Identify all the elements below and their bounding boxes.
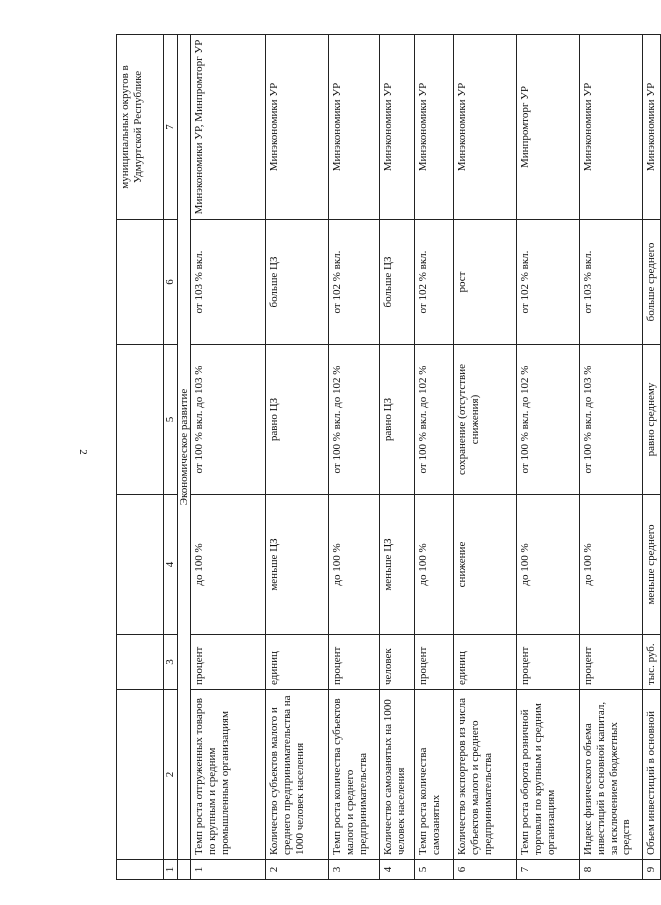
low-criterion: меньше ЦЗ bbox=[380, 495, 415, 635]
low-criterion: до 100 % bbox=[191, 495, 266, 635]
column-number: 2 bbox=[164, 690, 178, 860]
mid-criterion: сохранение (отсутствие снижения) bbox=[454, 345, 517, 495]
unit: процент bbox=[415, 635, 454, 690]
mid-criterion: равно ЦЗ bbox=[266, 345, 329, 495]
responsible-body: Минэкономики УР, Минпромторг УР bbox=[191, 35, 266, 220]
unit: процент bbox=[329, 635, 380, 690]
row-number: 8 bbox=[580, 860, 643, 880]
low-criterion: меньше среднего bbox=[643, 495, 661, 635]
section-title: Экономическое развитие bbox=[177, 35, 191, 860]
row-number: 2 bbox=[266, 860, 329, 880]
table-row bbox=[380, 35, 415, 880]
column-number: 5 bbox=[164, 345, 178, 495]
column-number: 3 bbox=[164, 635, 178, 690]
row-number: 3 bbox=[329, 860, 380, 880]
rotated-table-container bbox=[116, 35, 658, 880]
table-row bbox=[329, 35, 380, 880]
unit: единиц bbox=[266, 635, 329, 690]
header-continuation-row bbox=[117, 35, 164, 880]
indicator-name: Темп роста отгруженных товаров по крупным и средним промышленным организациям bbox=[191, 690, 266, 860]
indicator-name: Количество субъектов малого и среднего предпринимательства на 1000 человек населения bbox=[266, 690, 329, 860]
low-criterion: до 100 % bbox=[517, 495, 580, 635]
responsible-body: Минэкономики УР bbox=[415, 35, 454, 220]
indicator-name: Индекс физического объема инвестиций в основной капитал, за исключением бюджетных средств bbox=[580, 690, 643, 860]
row-number: 6 bbox=[454, 860, 517, 880]
high-criterion: от 102 % вкл. bbox=[329, 220, 380, 345]
row-number: 4 bbox=[380, 860, 415, 880]
high-criterion: рост bbox=[454, 220, 517, 345]
table-row bbox=[191, 35, 266, 880]
high-criterion: от 102 % вкл. bbox=[415, 220, 454, 345]
mid-criterion: от 100 % вкл. до 102 % bbox=[329, 345, 380, 495]
high-criterion: от 103 % вкл. bbox=[191, 220, 266, 345]
unit: процент bbox=[580, 635, 643, 690]
row-number: 1 bbox=[191, 860, 266, 880]
low-criterion: до 100 % bbox=[415, 495, 454, 635]
mid-criterion: от 100 % вкл. до 103 % bbox=[191, 345, 266, 495]
high-criterion: больше среднего bbox=[643, 220, 661, 345]
unit: человек bbox=[380, 635, 415, 690]
indicator-name: Количество самозанятых на 1000 человек населения bbox=[380, 690, 415, 860]
page-number: 2 bbox=[76, 449, 89, 455]
high-criterion: от 103 % вкл. bbox=[580, 220, 643, 345]
responsible-body: Минэкономики УР bbox=[643, 35, 661, 220]
unit: тыс. руб. bbox=[643, 635, 661, 690]
responsible-body: Минэкономики УР bbox=[580, 35, 643, 220]
high-criterion: от 102 % вкл. bbox=[517, 220, 580, 345]
high-criterion: больше ЦЗ bbox=[266, 220, 329, 345]
low-criterion: меньше ЦЗ bbox=[266, 495, 329, 635]
column-number: 6 bbox=[164, 220, 178, 345]
responsible-body: Минэкономики УР bbox=[329, 35, 380, 220]
mid-criterion: от 100 % вкл. до 102 % bbox=[517, 345, 580, 495]
unit: процент bbox=[191, 635, 266, 690]
row-number: 9 bbox=[643, 860, 661, 880]
low-criterion: до 100 % bbox=[580, 495, 643, 635]
table-row bbox=[415, 35, 454, 880]
table-row bbox=[454, 35, 517, 880]
indicator-name: Темп роста количества субъектов малого и среднего предпринимательства bbox=[329, 690, 380, 860]
indicator-name: Количество экспортеров из числа субъектов малого и среднего предпринимательства bbox=[454, 690, 517, 860]
row-number: 5 bbox=[415, 860, 454, 880]
mid-criterion: равно ЦЗ bbox=[380, 345, 415, 495]
table-row bbox=[517, 35, 580, 880]
mid-criterion: равно среднему bbox=[643, 345, 661, 495]
indicator-name: Темп роста количества самозанятых bbox=[415, 690, 454, 860]
column-number-row bbox=[164, 35, 178, 880]
low-criterion: снижение bbox=[454, 495, 517, 635]
high-criterion: больше ЦЗ bbox=[380, 220, 415, 345]
header-col7-text: муниципальных округов в Удмуртской Республике bbox=[117, 35, 164, 220]
section-row bbox=[177, 35, 191, 880]
table-row bbox=[643, 35, 661, 880]
responsible-body: Минпромторг УР bbox=[517, 35, 580, 220]
column-number: 7 bbox=[164, 35, 178, 220]
column-number: 4 bbox=[164, 495, 178, 635]
mid-criterion: от 100 % вкл. до 102 % bbox=[415, 345, 454, 495]
table-row bbox=[266, 35, 329, 880]
indicator-name: Объем инвестиций в основной bbox=[643, 690, 661, 860]
indicators-table bbox=[116, 34, 661, 880]
table-row bbox=[580, 35, 643, 880]
column-number: 1 bbox=[164, 860, 178, 880]
row-number: 7 bbox=[517, 860, 580, 880]
unit: процент bbox=[517, 635, 580, 690]
unit: единиц bbox=[454, 635, 517, 690]
responsible-body: Минэкономики УР bbox=[266, 35, 329, 220]
low-criterion: до 100 % bbox=[329, 495, 380, 635]
mid-criterion: от 100 % вкл. до 103 % bbox=[580, 345, 643, 495]
responsible-body: Минэкономики УР bbox=[380, 35, 415, 220]
responsible-body: Минэкономики УР bbox=[454, 35, 517, 220]
indicator-name: Темп роста оборота розничной торговли по крупным и средним организациям bbox=[517, 690, 580, 860]
